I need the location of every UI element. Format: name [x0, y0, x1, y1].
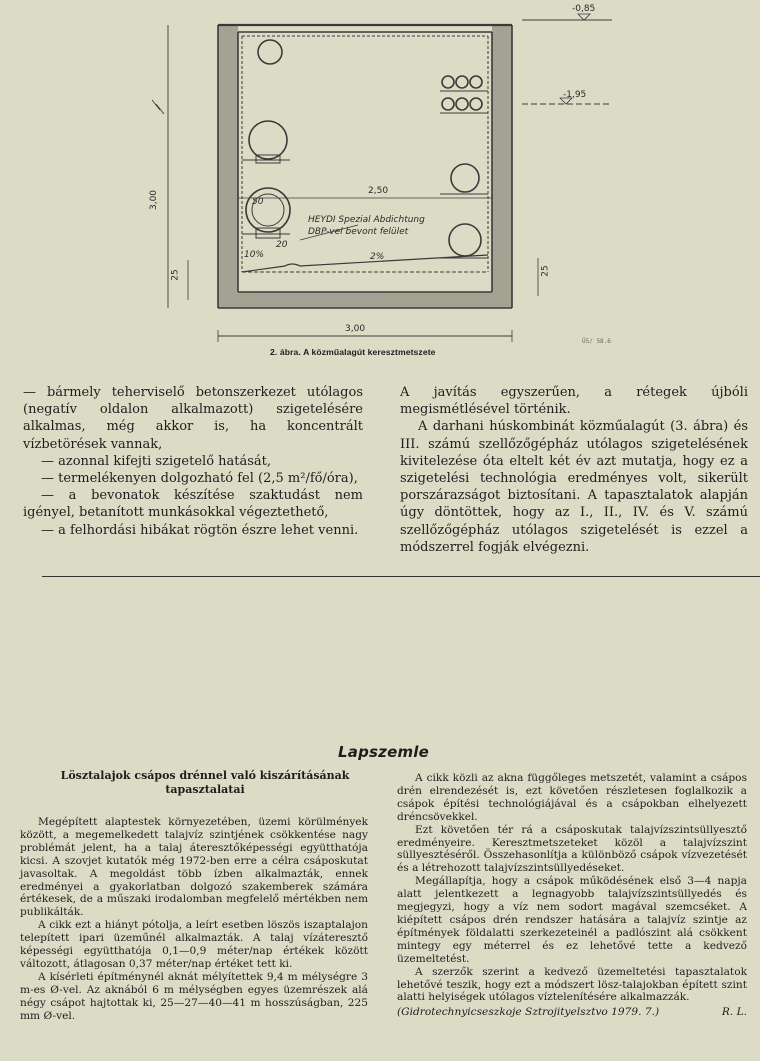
upper-left-column — [23, 384, 363, 539]
review-right-column — [397, 772, 747, 1019]
author-initials: R. L. — [721, 1006, 747, 1019]
dim-wall-right: 25 — [540, 265, 551, 277]
review-paragraph-7: A szerzők szerint a kedvező üzemeltetési tapasztalatok lehetővé teszik, hogy ezt a módszert lösz-talajokban épített szint alatti helyiségek utólagos víztelenítésére alkalmazzák. — [397, 965, 747, 1004]
bullet-3: — termelékenyen dolgozható fel (2,5 m²/fő/óra), — [41, 471, 358, 487]
lapszemle-heading: Lapszemle — [338, 743, 429, 761]
review-paragraph-2: A cikk ezt a hiányt pótolja, a leírt esetben löszös iszaptalajon telepített ipari üzeműnél alkalmazták. A talaj vízáteresztő képességi együtthatója 0,1—0,9 méter/nap értékek között változott, átlagosan 0,37 méter/nap értéket tett ki. — [20, 919, 368, 970]
pipe-right-1 — [442, 76, 454, 88]
pipe-right-3 — [470, 76, 482, 88]
bullet-5: — a felhordási hibákat rögtön észre lehet venni. — [41, 522, 359, 538]
review-paragraph-1: Megépített alaptestek környezetében, üzemi körülmények között, a megemelkedett talajvíz szintjének csökkentése nagy problémát jelent, ha a talaj áteresztőképességi együtthatója kicsi. A szovjet kutatók még 1972-ben erre a célra csáposkutat javasoltak. A megoldást több ízben alkalmazták, ennek eredményei a gyakorlatban dolgozó szakemberek számára értékesek, de a műszaki irodalomban megfelelő mértékben nem publikálták. — [20, 816, 368, 919]
review-left-column — [20, 816, 368, 1023]
tunnel-drawing — [150, 0, 620, 350]
bullet-4: — a bevonatok készítése szaktudást nem igényel, betanított munkásokkal végeztethető, — [23, 488, 363, 521]
floor-hatch — [218, 292, 512, 308]
water-mark-left — [152, 100, 164, 114]
figure-caption: 2. ábra. A közműalagút keresztmetszete — [270, 347, 436, 357]
paragraph-repair: A javítás egyszerűen, a rétegek újbóli megismétlésével történik. — [400, 385, 748, 418]
dim-height: 3,00 — [149, 189, 160, 211]
cross-section-figure — [150, 0, 620, 350]
slope-mid: 2% — [370, 252, 385, 262]
wall-hatch-right — [492, 25, 512, 308]
dim-right-level: -1,95 — [563, 90, 587, 100]
bullet-2: — azonnal kifejti szigetelő hatását, — [41, 453, 272, 469]
pipe-right-7 — [451, 164, 479, 192]
review-paragraph-6: Megállapítja, hogy a csápok működésének első 3—4 napja alatt jelentkezett a legnagyobb talajvízszintsüllyedés és megjegyzi, hogy a víz nem sodort magával szemcséket. A kiépített csápos drén rendszer hatására a talajvíz szintje az építmények földalatti szerkezeteinél a padlószint alá csökkent mintegy egy méterrel és ez lehetővé tette a kedvező üzemeltetést. — [397, 875, 747, 965]
slope-left: 10% — [244, 250, 265, 260]
pipe-right-5 — [456, 98, 468, 110]
figure-stamp: Ü5/ 58.6 — [582, 338, 611, 345]
upper-right-column — [400, 384, 748, 556]
dim-width-outer: 3,00 — [345, 324, 366, 334]
dim-width-inner: 2,50 — [368, 186, 389, 196]
wall-hatch-left — [218, 25, 238, 308]
coating-note-line-1: HEYDI Spezial Abdichtung — [308, 215, 425, 225]
source-line — [397, 1006, 747, 1019]
level-marker-top — [578, 14, 590, 20]
review-paragraph-5: Ezt követően tér rá a csáposkutak talajvízszintsüllyesztő eredményeire. Keresztmetszeteket közöl a talajvízszint süllyesztéséről. Összehasonlítja a különböző csápok vízvezetését és a létrehozott talajvízszintsüllyedéseket. — [397, 823, 747, 875]
pipe-left-1 — [258, 40, 282, 64]
pipe-left-3 — [246, 188, 290, 232]
pipe-label: 50 — [252, 197, 264, 207]
paragraph-darhan: A darhani húskombinát közműalagút (3. ábra) és III. számú szellőzőgépház utólagos szigetelésének kivitelezése óta eltelt két év azt mutatja, hogy ez a szigetelési technológia eredményes volt, sikerült porszárazságot biztosítani. A tapasztalatok alapján úgy döntöttek, hogy az I., II., IV. és V. számú szellőzőgépház utólagos szigetelését is ezzel a módszerrel fogják elvégezni. — [400, 419, 748, 555]
article-title: Lösztalajok csápos drénnel való kiszárításának tapasztalatai — [60, 769, 350, 796]
dim-step: 20 — [276, 240, 288, 250]
review-paragraph-4: A cikk közli az akna függőleges metszetét, valamint a csápos drén elrendezését is, ezt követően részletesen foglalkozik a csápok építési technológiájával és a csápokban elhelyezett dréncsövekkel. — [397, 772, 747, 823]
pipe-right-2 — [456, 76, 468, 88]
review-paragraph-3: A kísérleti építménynél aknát mélyítettek 9,4 m mélységre 3 m-es Ø-vel. Az aknából 6 m mélységben egyes üzemrészek alá négy csápot hajtottak ki, 25—27—40—41 m hosszúságban, 225 mm Ø-vel. — [20, 970, 368, 1022]
dim-wall-left: 25 — [170, 269, 181, 281]
pipe-right-8 — [449, 224, 481, 256]
coating-note-line-2: DBP-vel bevont felület — [308, 227, 409, 237]
bullet-1: — bármely teherviselő betonszerkezet utólagos (negatív oldalon alkalmazott) szigetelésére alkalmas, még akkor is, ha koncentrált vízbetörések vannak, — [23, 385, 363, 452]
dim-top-right-level: -0,85 — [572, 4, 596, 14]
section-divider — [42, 576, 760, 577]
pipe-left-2 — [249, 121, 287, 159]
source-citation: (Gidrotechnyicseszkoje Sztrojityelsztvo 1979. 7.) — [397, 1006, 660, 1019]
pipe-right-4 — [442, 98, 454, 110]
pipe-right-6 — [470, 98, 482, 110]
